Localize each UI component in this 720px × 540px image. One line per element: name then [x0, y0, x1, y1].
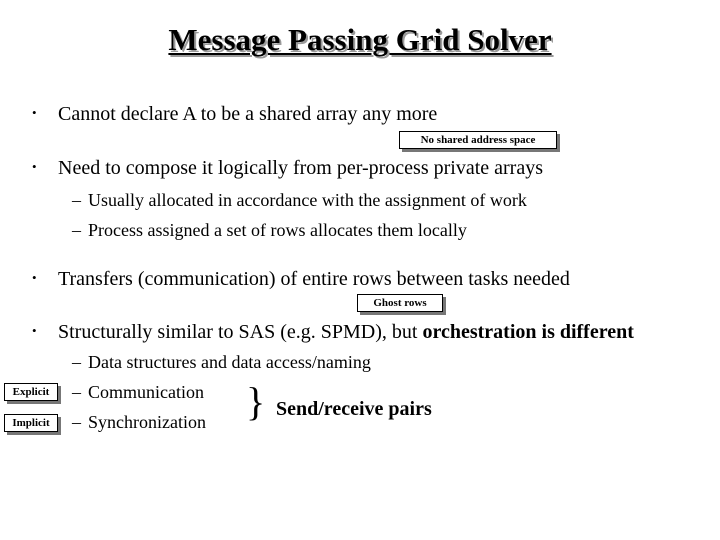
no-shared-address-callout: No shared address space	[399, 131, 557, 149]
sub-bullet-4-2-text: Communication	[88, 382, 204, 402]
sub-bullet-2-1-text: Usually allocated in accordance with the assignment of work	[88, 190, 527, 210]
bullet-dot: •	[32, 105, 37, 120]
sub-bullet-2-2-text: Process assigned a set of rows allocates them locally	[88, 220, 467, 240]
bullet-dot: •	[32, 270, 37, 285]
bullet-2-text: Need to compose it logically from per-process private arrays	[58, 157, 543, 179]
sub-bullet-4-1	[72, 352, 371, 373]
send-receive-pairs: Send/receive pairs	[276, 398, 432, 420]
sub-bullet-4-3	[72, 412, 206, 433]
sub-dash: –	[72, 412, 81, 432]
bullet-4	[32, 321, 634, 344]
bullet-1-text: Cannot declare A to be a shared array any more	[58, 103, 438, 125]
sub-bullet-2-2	[72, 220, 467, 241]
sub-bullet-4-1-text: Data structures and data access/naming	[88, 352, 371, 372]
curly-brace: }	[246, 379, 266, 424]
bullet-4-emphasis: orchestration is different	[422, 321, 634, 343]
sub-dash: –	[72, 382, 81, 402]
implicit-label: Implicit	[4, 414, 58, 432]
bullet-3-text: Transfers (communication) of entire rows between tasks needed	[58, 268, 570, 290]
sub-dash: –	[72, 220, 81, 240]
bullet-1	[32, 103, 437, 126]
bullet-dot: •	[32, 323, 37, 338]
bullet-4-text: Structurally similar to SAS (e.g. SPMD), but	[58, 321, 423, 343]
explicit-label: Explicit	[4, 383, 58, 401]
bullet-dot: •	[32, 159, 37, 174]
sub-bullet-4-2	[72, 382, 204, 403]
slide-title: Message Passing Grid Solver	[168, 22, 552, 57]
sub-bullet-2-1	[72, 190, 527, 211]
sub-bullet-4-3-text: Synchronization	[88, 412, 206, 432]
ghost-rows-callout: Ghost rows	[357, 294, 443, 312]
bullet-3	[32, 268, 570, 291]
sub-dash: –	[72, 352, 81, 372]
bullet-2	[32, 157, 543, 180]
sub-dash: –	[72, 190, 81, 210]
